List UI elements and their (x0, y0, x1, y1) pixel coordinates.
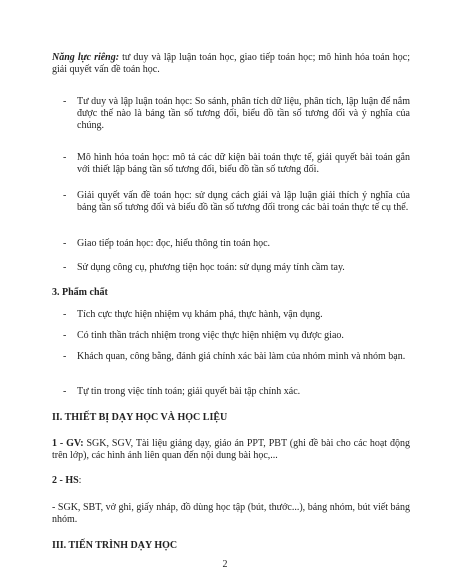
hs-label: 2 - HS (52, 475, 79, 486)
bullet-dash: - (63, 330, 67, 341)
gv-paragraph (52, 438, 410, 462)
nang-luc-item-1: Tư duy và lập luận toán học: So sánh, phân tích dữ liệu, phân tích, lập luận để nắm được thế nào là bảng tần số tương đối, biểu đồ tần số tương đối và ý nghĩa của chúng. (77, 96, 410, 131)
section-3-heading: III. TIẾN TRÌNH DẠY HỌC (52, 540, 178, 551)
nang-luc-rieng-text: tư duy và lập luận toán học, giao tiếp toán học; mô hình hóa toán học; giải quyết vấn đề toán học. (52, 52, 410, 75)
pham-chat-item-4: Tự tin trong việc tính toán; giải quyết bài tập chính xác. (77, 386, 301, 397)
nang-luc-item-3: Giải quyết vấn đề toán học: sử dụng cách giải và lập luận giải thích ý nghĩa của bảng tần số tương đối và biểu đồ tần số tương đối trong các bài toán thực tế cụ thể. (77, 190, 410, 213)
bullet-dash: - (63, 262, 67, 273)
hs-line (52, 475, 410, 487)
hs-colon: : (78, 475, 82, 486)
bullet-dash: - (63, 152, 67, 163)
bullet-dash: - (63, 309, 67, 320)
bullet-dash: - (63, 190, 67, 201)
bullet-dash: - (63, 96, 67, 107)
gv-text: SGK, SGV, Tài liệu giảng dạy, giáo án PPT, PBT (ghi đề bài cho các hoạt động trên lớp), các hình ảnh liên quan đến nội dung bài học,... (52, 438, 411, 461)
gv-label: 1 - GV: (52, 438, 84, 449)
nang-luc-item-5: Sử dụng công cụ, phương tiện học toán: sử dụng máy tính cầm tay. (77, 262, 345, 273)
nang-luc-rieng-label: Năng lực riêng: (52, 52, 120, 63)
pham-chat-item-3: Khách quan, công bằng, đánh giá chính xác bài làm của nhóm mình và nhóm bạn. (77, 351, 406, 362)
bullet-dash: - (63, 351, 67, 362)
pham-chat-heading: 3. Phẩm chất (52, 287, 108, 298)
pham-chat-item-1: Tích cực thực hiện nhiệm vụ khám phá, thực hành, vận dụng. (77, 309, 323, 320)
nang-luc-item-4: Giao tiếp toán học: đọc, hiểu thông tin toán học. (77, 238, 271, 249)
nang-luc-item-2: Mô hình hóa toán học: mô tả các dữ kiện bài toán thực tế, giải quyết bài toán gắn với thiết lập bảng tần số tương đối, biểu đồ tần số tương đối. (77, 152, 410, 175)
section-2-heading: II. THIẾT BỊ DẠY HỌC VÀ HỌC LIỆU (52, 412, 228, 423)
page-number: 2 (222, 559, 228, 570)
bullet-dash: - (63, 238, 67, 249)
nang-luc-rieng-paragraph (52, 52, 410, 76)
bullet-dash: - (63, 386, 67, 397)
pham-chat-item-2: Có tinh thần trách nhiệm trong việc thực hiện nhiệm vụ được giao. (77, 330, 344, 341)
hs-paragraph: - SGK, SBT, vở ghi, giấy nháp, đồ dùng học tập (bút, thước...), bảng nhóm, bút viết bảng nhóm. (52, 502, 410, 525)
